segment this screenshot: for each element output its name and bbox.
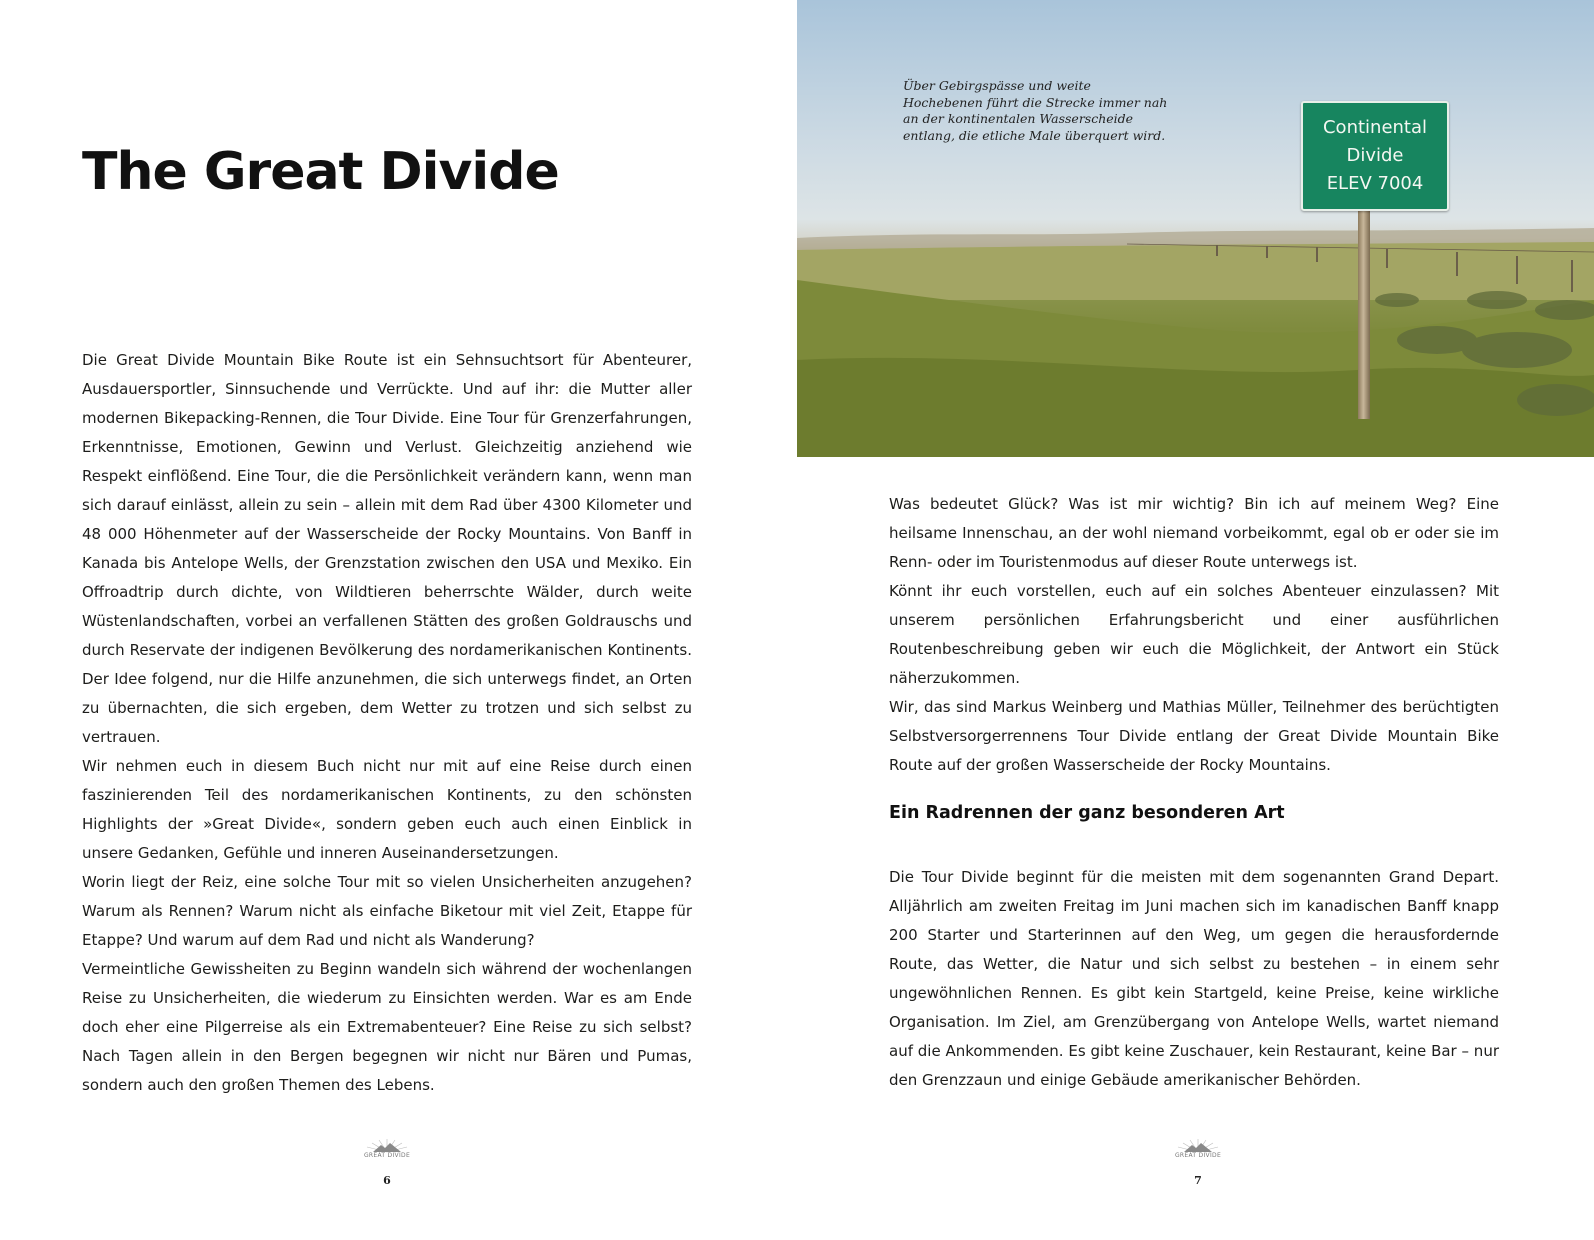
- left-body-text: [82, 346, 692, 1100]
- photo-caption: Über Gebirgspässe und weite Hochebenen führt die Strecke immer nah an der kontinentalen Wasserscheide entlang, die etliche Male überquert wird.: [903, 78, 1168, 143]
- paragraph: Wir, das sind Markus Weinberg und Mathias Müller, Teilnehmer des berüchtigten Selbstversorgerrennens Tour Divide entlang der Great Divide Mountain Bike Route auf der großen Wasserscheide der Rocky Mountains.: [889, 698, 1499, 774]
- sign-line: ELEV 7004: [1326, 173, 1424, 194]
- section-heading: Ein Radrennen der ganz besonderen Art: [889, 803, 1285, 823]
- sign-post: [1358, 209, 1370, 419]
- great-divide-logo: [1168, 1138, 1228, 1172]
- page-number: 7: [1194, 1174, 1202, 1187]
- right-body-text-2: [889, 863, 1499, 1095]
- paragraph: Wir nehmen euch in diesem Buch nicht nur mit auf eine Reise durch einen faszinierenden Teil des nordamerikanischen Kontinents, zu den schönsten Highlights der »Great Divide«, sondern geben euch auch einen Einblick in unsere Gedanken, Gefühle und inneren Auseinandersetzungen.: [82, 757, 692, 862]
- great-divide-logo: [357, 1138, 417, 1172]
- paragraph: Die Tour Divide beginnt für die meisten mit dem sogenannten Grand Depart. Alljährlich am zweiten Freitag im Juni machen sich im kanadischen Banff knapp 200 Starter und Starterinnen auf den Weg, um gegen die herausfordernde Route, das Wetter, die Natur und sich selbst zu bestehen – in einem sehr ungewöhnlichen Rennen. Es gibt kein Startgeld, keine Preise, keine wirkliche Organisation. Im Ziel, am Grenzübergang von Antelope Wells, wartet niemand auf die Ankommenden. Es gibt keine Zuschauer, kein Restaurant, keine Bar – nur den Grenzzaun und einige Gebäude amerikanischer Behörden.: [889, 868, 1499, 1089]
- logo-text: GREAT DIVIDE: [363, 1152, 411, 1159]
- sign-line: Divide: [1346, 145, 1404, 166]
- sign-line: Continental: [1322, 117, 1428, 138]
- page-number: 6: [383, 1174, 391, 1187]
- prairie-photo: [797, 0, 1594, 457]
- right-body-text: [889, 490, 1499, 780]
- chapter-title: The Great Divide: [82, 142, 559, 202]
- paragraph: Vermeintliche Gewissheiten zu Beginn wandeln sich während der wochenlangen Reise zu Unsicherheiten, die wiederum zu Einsichten werden. War es am Ende doch eher eine Pilgerreise als ein Extremabenteuer? Eine Reise zu sich selbst? Nach Tagen allein in den Bergen begegnen wir nicht nur Bären und Pumas, sondern auch den großen Themen des Lebens.: [82, 960, 692, 1094]
- landscape-illustration: [797, 0, 1594, 457]
- right-page: [797, 0, 1594, 1240]
- paragraph: Könnt ihr euch vorstellen, euch auf ein solches Abenteuer einzulassen? Mit unserem persönlichen Erfahrungsbericht und einer ausführlichen Routenbeschreibung geben wir euch die Möglichkeit, der Antwort ein Stück näherzukommen.: [889, 582, 1499, 687]
- paragraph: Was bedeutet Glück? Was ist mir wichtig? Bin ich auf meinem Weg? Eine heilsame Innenschau, an der wohl niemand vorbeikommt, egal ob er oder sie im Renn- oder im Touristenmodus auf dieser Route unterwegs ist.: [889, 495, 1499, 571]
- continental-divide-sign: [1301, 101, 1449, 211]
- logo-text: GREAT DIVIDE: [1174, 1152, 1222, 1159]
- paragraph: Worin liegt der Reiz, eine solche Tour mit so vielen Unsicherheiten anzugehen? Warum als Rennen? Warum nicht als einfache Biketour mit viel Zeit, Etappe für Etappe? Und warum auf dem Rad und nicht als Wanderung?: [82, 873, 692, 949]
- paragraph: Die Great Divide Mountain Bike Route ist ein Sehnsuchtsort für Abenteurer, Ausdauersportler, Sinnsuchende und Verrückte. Und auf ihr: die Mutter aller modernen Bikepacking-Rennen, die Tour Divide. Eine Tour für Grenzerfahrungen, Erkenntnisse, Emotionen, Gewinn und Verlust. Gleichzeitig anziehend wie Respekt einflößend. Eine Tour, die die Persönlichkeit verändern kann, wenn man sich darauf einlässt, allein zu sein – allein mit dem Rad über 4300 Kilometer und 48 000 Höhenmeter auf der Wasserscheide der Rocky Mountains. Von Banff in Kanada bis Antelope Wells, der Grenzstation zwischen den USA und Mexiko. Ein Offroadtrip durch dichte, von Wildtieren beherrschte Wälder, durch weite Wüstenlandschaften, vorbei an verfallenen Stätten des großen Goldrauschs und durch Reservate der indigenen Bevölkerung des nordamerikanischen Kontinents. Der Idee folgend, nur die Hilfe anzunehmen, die sich unterwegs findet, an Orten zu übernachten, die sich ergeben, dem Wetter zu trotzen und sich selbst zu vertrauen.: [82, 351, 692, 746]
